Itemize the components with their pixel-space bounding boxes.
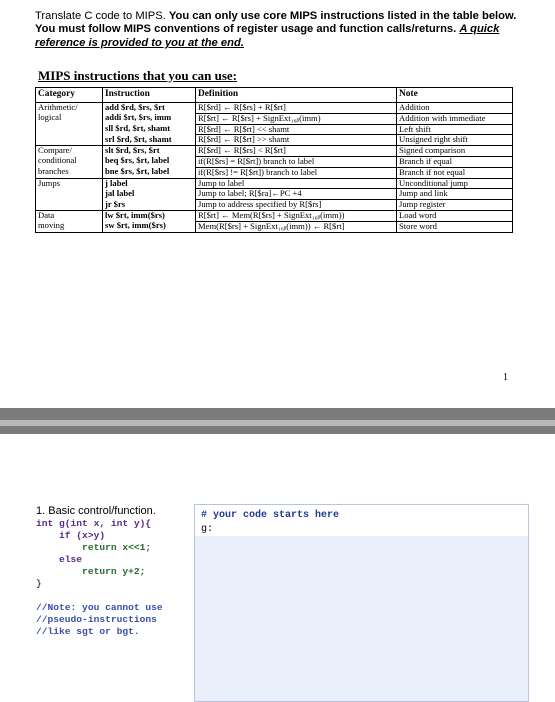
table-row [36,135,513,146]
table-header-row [36,88,513,103]
category-cell [36,124,103,135]
category-cell: logical [36,113,103,124]
definition-cell: R[$rt] ← Mem(R[$rs] + SignExt₁₆ᵦ(imm)) [196,210,397,221]
page-divider [0,408,555,434]
note-cell: Jump register [397,200,513,211]
answer-label: g: [201,524,214,535]
definition-cell: R[$rt] ← R[$rs] + SignExt₁₆ᵦ(imm) [196,113,397,124]
definition-cell: R[$rd] ← R[$rt] >> shamt [196,135,397,146]
definition-cell: Mem(R[$rs] + SignExt₁₆ᵦ(imm)) ← R[$rt] [196,221,397,232]
quick-reference-note: A quick reference is provided to you at the end. [35,23,500,49]
note-cell: Store word [397,221,513,232]
instruction-cell: sw $rt, imm($rs) [103,221,196,232]
instruction-cell: slt $rd, $rs, $rt [103,146,196,157]
category-cell: Arithmetic/ [36,103,103,114]
table-row [36,200,513,211]
code-line: //like sgt or bgt. [36,626,140,637]
code-line: return y+2; [36,566,146,577]
note-cell: Unsigned right shift [397,135,513,146]
answer-comment: # your code starts here [201,510,340,521]
section-title: MIPS instructions that you can use: [38,68,237,83]
note-cell: Branch if equal [397,156,513,167]
instruction-cell: beq $rs, $rt, label [103,156,196,167]
mips-instruction-table [35,87,513,233]
header-note: Note [397,88,513,103]
note-cell: Addition with immediate [397,113,513,124]
instruction-cell: add $rd, $rs, $rt [103,103,196,114]
table-row [36,221,513,232]
table-row [36,167,513,178]
category-cell [36,135,103,146]
c-code-block [36,518,163,638]
note-cell: Unconditional jump [397,178,513,189]
code-line: if (x>y) [36,530,106,541]
note-cell: Jump and link [397,189,513,200]
definition-cell: Jump to label; R[$ra]←PC +4 [196,189,397,200]
category-cell [36,200,103,211]
instruction-cell: j label [103,178,196,189]
category-cell: conditional [36,156,103,167]
instruction-cell: sll $rd, $rt, shamt [103,124,196,135]
note-cell: Addition [397,103,513,114]
page-number: 1 [503,372,508,383]
definition-cell: R[$rd] ← R[$rt] << shamt [196,124,397,135]
category-cell: Jumps [36,178,103,189]
definition-cell: Jump to address specified by R[$rs] [196,200,397,211]
instruction-cell: addi $rt, $rs, imm [103,113,196,124]
note-cell: Left shift [397,124,513,135]
question-title: 1. Basic control/function. [36,505,156,517]
instruction-cell: bne $rs, $rt, label [103,167,196,178]
instructions-paragraph [35,10,525,50]
definition-cell: if(R[$rs] = R[$rt]) branch to label [196,156,397,167]
note-cell: Signed comparison [397,146,513,157]
code-line: } [36,578,42,589]
category-cell: Data [36,210,103,221]
code-line: return x<<1; [36,542,152,553]
code-line: //pseudo-instructions [36,614,157,625]
instruction-cell: lw $rt, imm($rs) [103,210,196,221]
code-line: //Note: you cannot use [36,602,163,613]
answer-code-box[interactable] [194,504,529,702]
definition-cell: R[$rd] ← R[$rs] + R[$rt] [196,103,397,114]
code-line [36,590,163,602]
category-cell [36,189,103,200]
header-definition: Definition [196,88,397,103]
header-category: Category [36,88,103,103]
definition-cell: Jump to label [196,178,397,189]
intro-sentence-1: Translate C code to MIPS. [35,10,166,22]
intro-requirements: You can only use core MIPS instructions listed in the table below. You must follow MIPS conventions of register usage and function calls/returns. [35,10,517,36]
note-cell: Load word [397,210,513,221]
note-cell: Branch if not equal [397,167,513,178]
header-instruction: Instruction [103,88,196,103]
category-cell: branches [36,167,103,178]
definition-cell: if(R[$rs] != R[$rt]) branch to label [196,167,397,178]
instruction-cell: srl $rd, $rt, shamt [103,135,196,146]
code-line: else [36,554,83,565]
category-cell: moving [36,221,103,232]
document-page-2 [0,434,555,700]
definition-cell: R[$rd] ← R[$rs] < R[$rt] [196,146,397,157]
instruction-cell: jr $rs [103,200,196,211]
code-line: int g(int x, int y){ [36,518,152,529]
category-cell: Compare/ [36,146,103,157]
instruction-cell: jal label [103,189,196,200]
